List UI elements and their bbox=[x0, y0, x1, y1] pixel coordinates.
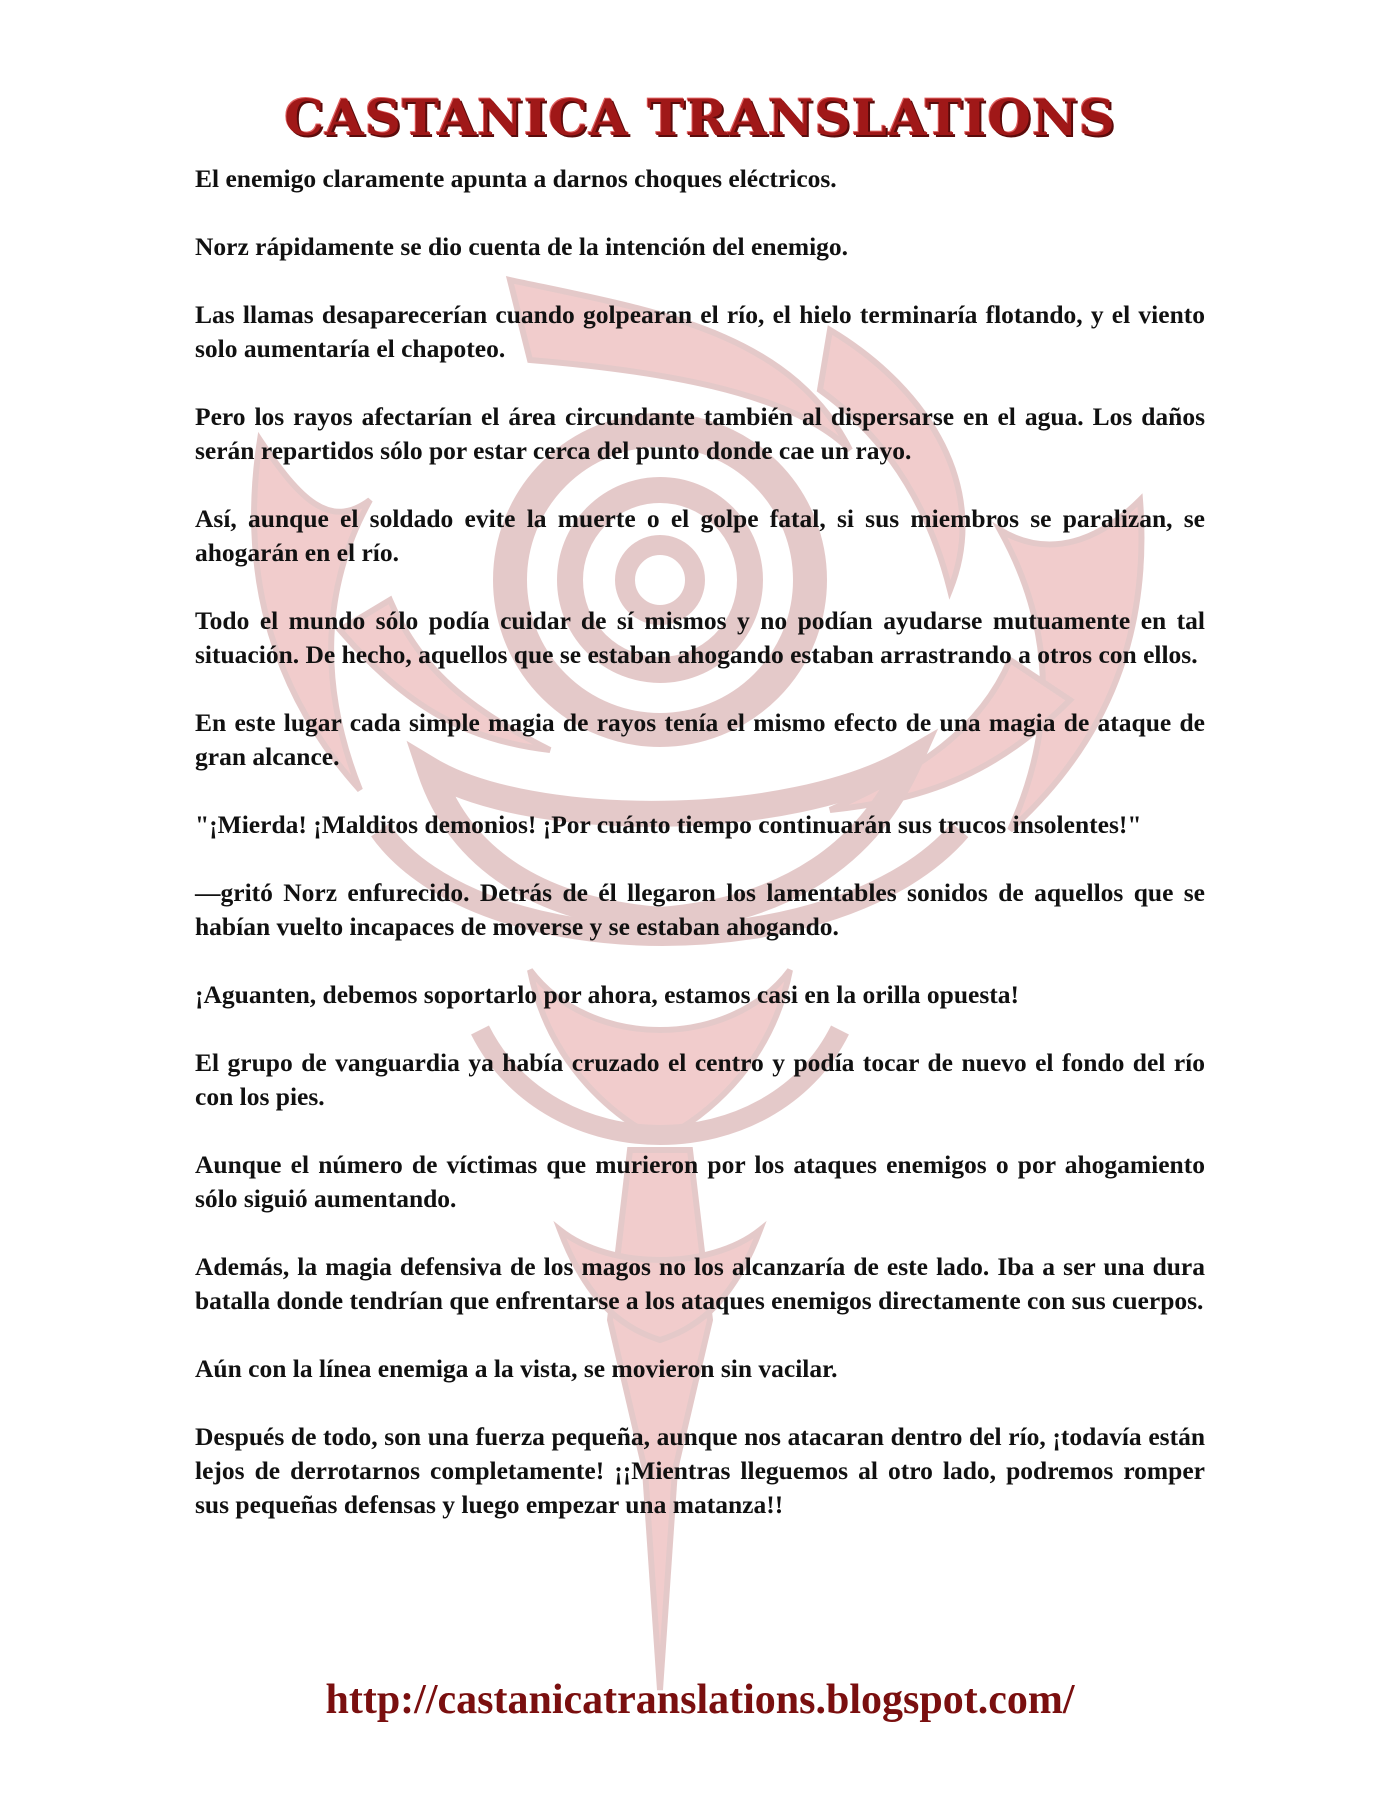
paragraph: Las llamas desaparecerían cuando golpearan el río, el hielo terminaría flotando, y el viento solo aumentaría el chapoteo. bbox=[195, 300, 1205, 363]
paragraph: Aún con la línea enemiga a la vista, se movieron sin vacilar. bbox=[195, 1354, 838, 1383]
paragraph: Después de todo, son una fuerza pequeña, aunque nos atacaran dentro del río, ¡todavía están lejos de derrotarnos completamente! ¡¡Mientras lleguemos al otro lado, podremos romper sus pequeñas defensas y luego empezar una matanza!! bbox=[195, 1422, 1205, 1519]
paragraph: Además, la magia defensiva de los magos no los alcanzaría de este lado. Iba a ser una dura batalla donde tendrían que enfrentarse a los ataques enemigos directamente con sus cuerpos. bbox=[195, 1252, 1205, 1315]
paragraph: Todo el mundo sólo podía cuidar de sí mismos y no podían ayudarse mutuamente en tal situación. De hecho, aquellos que se estaban ahogando estaban arrastrando a otros con ellos. bbox=[195, 606, 1205, 669]
paragraph: El enemigo claramente apunta a darnos choques eléctricos. bbox=[195, 164, 837, 193]
footer-url-link[interactable]: http://castanicatranslations.blogspot.com/ bbox=[325, 1677, 1075, 1723]
paragraph: Norz rápidamente se dio cuenta de la intención del enemigo. bbox=[195, 232, 849, 261]
paragraph: En este lugar cada simple magia de rayos tenía el mismo efecto de una magia de ataque de gran alcance. bbox=[195, 708, 1205, 771]
paragraph: "¡Mierda! ¡Malditos demonios! ¡Por cuánto tiempo continuarán sus trucos insolentes!" bbox=[195, 810, 1142, 839]
paragraph: Así, aunque el soldado evite la muerte o el golpe fatal, si sus miembros se paralizan, se ahogarán en el río. bbox=[195, 504, 1205, 567]
page-title: CASTANICA TRANSLATIONS bbox=[284, 88, 1116, 147]
paragraph: El grupo de vanguardia ya había cruzado el centro y podía tocar de nuevo el fondo del río con los pies. bbox=[195, 1048, 1205, 1111]
paragraph: Pero los rayos afectarían el área circundante también al dispersarse en el agua. Los daños serán repartidos sólo por estar cerca del punto donde cae un rayo. bbox=[195, 402, 1205, 465]
paragraph: —gritó Norz enfurecido. Detrás de él llegaron los lamentables sonidos de aquellos que se habían vuelto incapaces de moverse y se estaban ahogando. bbox=[195, 878, 1205, 941]
paragraph: ¡Aguanten, debemos soportarlo por ahora, estamos casi en la orilla opuesta! bbox=[195, 980, 1020, 1009]
document-body bbox=[195, 162, 1205, 1522]
paragraph: Aunque el número de víctimas que murieron por los ataques enemigos o por ahogamiento sólo siguió aumentando. bbox=[195, 1150, 1205, 1213]
